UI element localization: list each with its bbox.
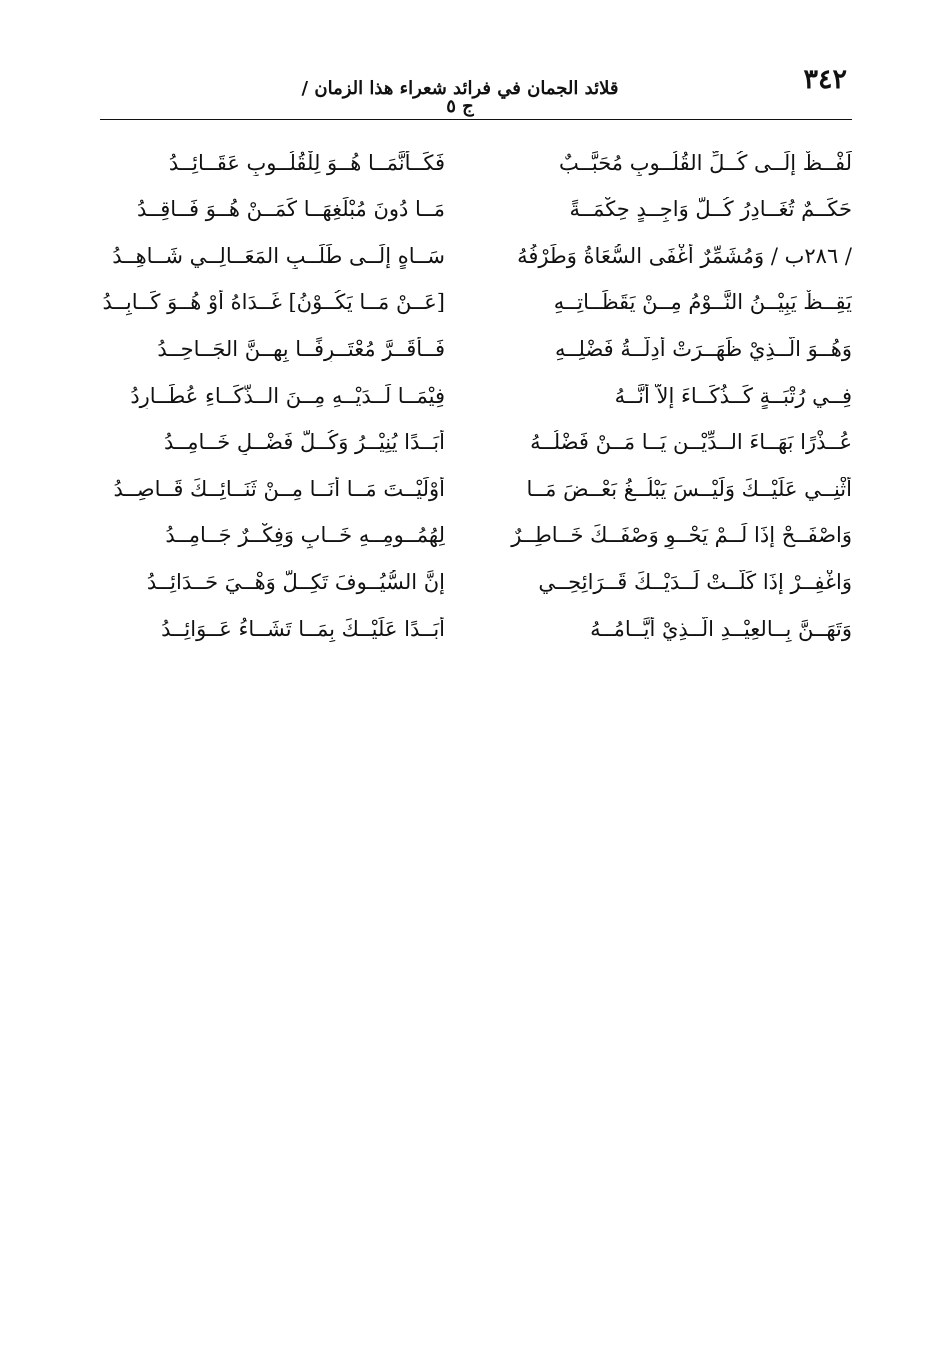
verse-11-first-hemistich: وَتَهَــنَّ بِــالعِيْــدِ الَّــذِيْ أَيَّــامُــهُ: [590, 616, 852, 641]
verse-11-second-hemistich: أَبَــدًا عَلَيْــكَ بِمَــا تَشَــاءُ عَــوَائِــدُ: [161, 616, 445, 641]
verse-3-first-hemistich: / ٢٨٦ب / وَمُشَمِّرٌ أَغْفَى السُّعَاةُ وَطَرْفُهُ: [517, 243, 852, 268]
verse-4-first-hemistich: يَقِــظٌ يَبِيْــنُ النَّــوْمُ مِــنْ يَقَظَــاتِــهِ: [553, 290, 852, 315]
verse-3-second-hemistich: سَــاهٍ إلَــى طَلَــبِ المَعَــالِــي شَــاهِــدُ: [112, 243, 445, 268]
verse-1: [100, 140, 852, 187]
verse-6-first-hemistich: فِــي رُتْبَــةٍ كَــذُكَــاءَ إلاَّ أَنَّــهُ: [614, 383, 852, 408]
page-number: ٣٤٢: [803, 64, 847, 95]
verse-9-second-hemistich: لِهُمُــومِــهِ خَــابٍ وَفِكْــرٌ جَــامِــدُ: [165, 523, 445, 548]
verse-10-first-hemistich: وَاغْفِــرْ إذَا كَلَّــتْ لَــدَيْــكَ قَــرَائِحِــي: [538, 570, 852, 595]
verse-7: [100, 420, 852, 467]
verse-8-second-hemistich: أَوْلَيْــتَ مَــا أَنَــا مِــنْ ثَنَــائِــكَ قَــاصِــدُ: [113, 476, 445, 501]
verse-6: [100, 373, 852, 420]
verse-1-first-hemistich: لَفْــظٌ إلَــى كُــلِّ القُلُــوبِ مُحَبَّــبٌ: [558, 150, 852, 175]
verse-3: [100, 233, 852, 280]
poem-body: [100, 140, 852, 653]
verse-10: [100, 559, 852, 606]
verse-8-first-hemistich: أُثْنِــي عَلَيْــكَ وَلَيْــسَ يَبْلُــغُ بَعْــضَ مَــا: [526, 476, 852, 501]
verse-2-second-hemistich: مَــا دُونَ مُبْلَغِهَــا كَمَــنْ هُــوَ فَــاقِــدُ: [136, 197, 445, 222]
verse-5-first-hemistich: وَهُــوَ الَّــذِيْ ظَهَــرَتْ أَدِلَّــةُ فَضْلِــهِ: [554, 337, 852, 362]
verse-5-second-hemistich: فَــأَقَــرَّ مُعْتَــرِفًــا بِهِــنَّ الجَــاحِــدُ: [157, 337, 445, 362]
verse-4-second-hemistich: [عَــنْ مَــا يَكُــوْنُ] غَــدَاهُ أَوْ هُــوَ كَــابِــدُ: [102, 290, 445, 315]
verse-1-second-hemistich: فَكَــأَنَّمَــا هُــوَ لِلْقُلُــوبِ عَقَــائِــدُ: [168, 150, 445, 175]
running-header: قلائد الجمان في فرائد شعراء هذا الزمان / ج ٥: [301, 78, 619, 117]
verse-2: [100, 187, 852, 234]
verse-6-second-hemistich: فِيْمَــا لَــدَيْــهِ مِــنَ الــذُّكَــاءِ عُطَــارِدُ: [130, 383, 445, 408]
verse-9: [100, 513, 852, 560]
verse-9-first-hemistich: وَاصْفَــحْ إذَا لَــمْ يَحْــوِ وَصْفَــكَ خَــاطِــرٌ: [511, 523, 852, 548]
verse-10-second-hemistich: إنَّ السُّيُــوفَ تَكِــلُّ وَهْــيَ حَــدَائِــدُ: [146, 570, 445, 595]
verse-7-second-hemistich: أَبَــدًا يُنِيْــرُ وَكُــلُّ فَضْــلٍ خَــامِــدُ: [163, 430, 445, 455]
verse-7-first-hemistich: عُــذْرًا بَهَــاءَ الــدِّيْــنِ يَــا مَــنْ فَضْلُــهُ: [530, 430, 852, 455]
verse-5: [100, 326, 852, 373]
verse-4: [100, 280, 852, 327]
verse-11: [100, 606, 852, 653]
header-divider: [100, 119, 852, 120]
verse-8: [100, 466, 852, 513]
verse-2-first-hemistich: حَكَــمٌ تُغَــادِرُ كُــلَّ وَاجِــدٍ حِكْمَــةً: [569, 197, 852, 222]
